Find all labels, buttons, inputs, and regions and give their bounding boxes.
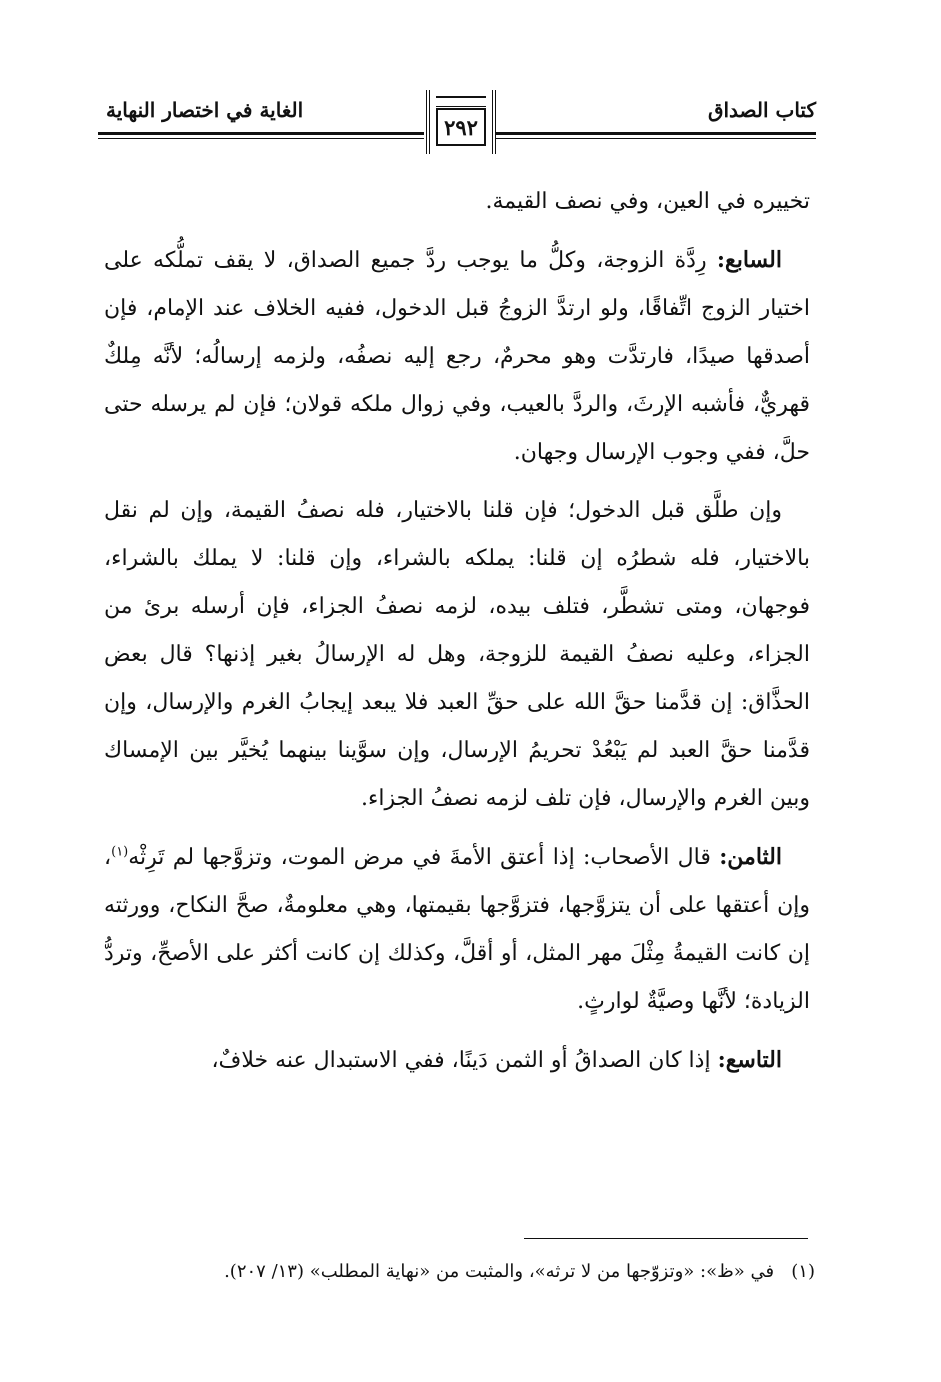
paragraph-text: ، وإن أعتقها على أن يتزوَّجها، فتزوَّجها بقيمتها، وهي معلومةٌ، صحَّ النكاح، وورثته إن كانت القيمةُ مِثْلَ مهر المثل، أو أقلَّ، وكذلك إن كانت أكثر على الأصحِّ، وتردُّ الزيادة؛ لأنَّها وصيَّةٌ لوارثٍ. (104, 845, 810, 1014)
main-text (104, 178, 810, 1095)
paragraph-ninth (104, 1036, 810, 1085)
paragraph-text: إذا كان الصداقُ أو الثمن دَينًا، ففي الاستبدال عنه خلافٌ، (211, 1048, 718, 1073)
section-term: السابع: (716, 247, 782, 273)
footnote-reference[interactable]: (١) (111, 844, 129, 860)
footnote-separator (524, 1238, 808, 1239)
footnote-number: (١) (791, 1261, 815, 1282)
paragraph-divorce (104, 487, 810, 823)
section-term: التاسع: (717, 1047, 782, 1073)
paragraph-eighth (104, 833, 810, 1026)
header-rule-right (496, 132, 816, 135)
footnote (95, 1258, 815, 1286)
page-number-frame (426, 90, 496, 154)
paragraph-continuation (104, 178, 810, 226)
paragraph-text: وإن طلَّق قبل الدخول؛ فإن قلنا بالاختيار، فله نصفُ القيمة، وإن لم نقل بالاختيار، فله شطرُه إن قلنا: يملكه بالشراء، وإن قلنا: لا يملك بالشراء، فوجهان، ومتى تشطَّر، فتلف بيده، لزمه نصفُ الجزاء، فإن أرسله برئ من الجزاء، وعليه نصفُ القيمة للزوجة، وهل له الإرسالُ بغير إذنها؟ قال بعض الحذَّاق: إن قدَّمنا حقَّ الله على حقِّ العبد فلا يبعد إيجابُ الغرم والإرسال، وإن قدَّمنا حقَّ العبد لم يَبْعُدْ تحريمُ الإرسال، وإن سوَّينا بينهما يُخيَّر بين الإمساك وبين الغرم والإرسال، فإن تلف لزمه نصفُ الجزاء. (104, 498, 810, 811)
footnote-text: في «ظ»: «وتزوّجها من لا ترثه»، والمثبت من «نهاية المطلب» (١٣/ ٢٠٧). (224, 1261, 775, 1282)
book-title: الغاية في اختصار النهاية (106, 98, 304, 122)
chapter-title: كتاب الصداق (707, 98, 816, 122)
header-rule-left (98, 132, 424, 135)
paragraph-text: قال الأصحاب: إذا أعتق الأمةَ في مرض الموت، وتزوَّجها لم تَرِثْه (128, 845, 720, 870)
paragraph-text: رِدَّة الزوجة، وكلُّ ما يوجب ردَّ جميع الصداق، لا يقف تملُّكه على اختيار الزوج اتِّفاقًا، ولو ارتدَّ الزوجُ قبل الدخول، ففيه الخلاف عند الإمام، فإن أصدقها صيدًا، فارتدَّت وهو محرمٌ، رجع إليه نصفُه، ولزمه إرسالُه؛ لأنَّه مِلكٌ قهريٌّ، فأشبه الإرثَ، والردَّ بالعيب، وفي زوال ملكه قولان؛ فإن لم يرسله حتى حلَّ، ففي وجوب الإرسال وجهان. (104, 248, 810, 465)
section-term: الثامن: (719, 844, 782, 870)
paragraph-text: تخييره في العين، وفي نصف القيمة. (485, 189, 810, 214)
running-header (98, 88, 816, 158)
page-number: ٢٩٢ (436, 108, 486, 146)
page-number-frame-cap (436, 96, 486, 107)
header-rule-right-thin (496, 138, 816, 139)
paragraph-seventh (104, 236, 810, 477)
header-rule-left-thin (98, 138, 424, 139)
